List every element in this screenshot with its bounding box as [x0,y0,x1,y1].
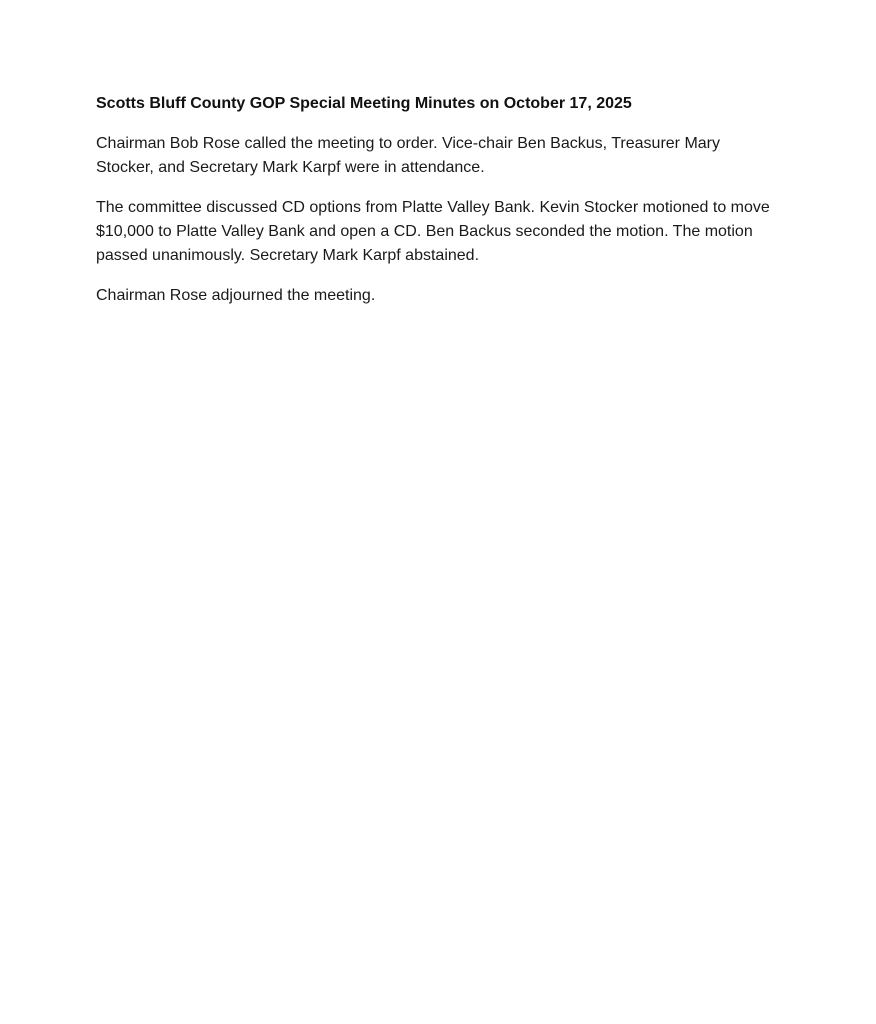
document-title: Scotts Bluff County GOP Special Meeting Minutes on October 17, 2025 [96,95,632,112]
paragraph-cd-motion: The committee discussed CD options from Platte Valley Bank. Kevin Stocker motioned to move $10,000 to Platte Valley Bank and open a CD. Ben Backus seconded the motion. The motion passed unanimously. Secretary Mark Karpf abstained. [96,199,770,264]
paragraph-attendance: Chairman Bob Rose called the meeting to order. Vice-chair Ben Backus, Treasurer Mary Stocker, and Secretary Mark Karpf were in attendance. [96,135,720,176]
paragraph-adjournment: Chairman Rose adjourned the meeting. [96,287,376,304]
